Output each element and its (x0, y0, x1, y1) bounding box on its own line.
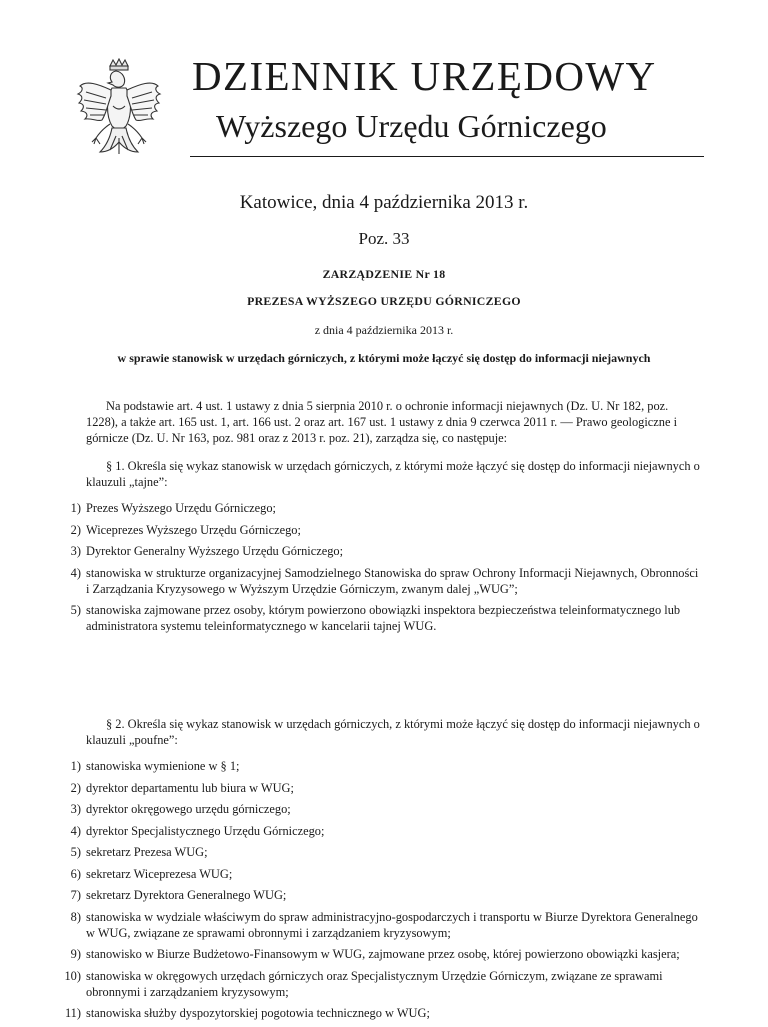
list-item-text: stanowiska w strukturze organizacyjnej Samodzielnego Stanowiska do spraw Ochrony Informacji Niejawnych, Obronności i Zarządzania Kryzysowego w Wyższym Urzędzie Górniczym, zwanym dalej „WUG”; (86, 565, 699, 596)
list-item (58, 522, 700, 538)
list-item-text: Wiceprezes Wyższego Urzędu Górniczego; (86, 522, 301, 537)
list-item-number: 7) (70, 888, 81, 902)
act-issuer: PREZESA WYŻSZEGO URZĘDU GÓRNICZEGO (247, 294, 521, 308)
list-item-text: dyrektor okręgowego urzędu górniczego; (86, 802, 291, 816)
list-item-number: 5) (70, 845, 81, 859)
section-1-list (58, 500, 700, 640)
list-item (58, 866, 700, 882)
list-item-number: 5) (70, 603, 81, 617)
act-date: z dnia 4 października 2013 r. (314, 323, 454, 337)
list-item-number: 9) (70, 947, 81, 961)
list-item-number: 11) (64, 1006, 81, 1020)
journal-title: DZIENNIK URZĘDOWY (192, 53, 657, 99)
list-item (58, 1005, 700, 1021)
list-item-number: 10) (64, 968, 81, 983)
list-item-text: stanowiska zajmowane przez osoby, którym powierzono obowiązki inspektora bezpieczeństwa teleinformatycznego lub administratora systemu teleinformatycznego w kancelarii tajnej WUG. (86, 603, 681, 633)
section-2-list (58, 758, 700, 1027)
section-2-intro: § 2. Określa się wykaz stanowisk w urzędach górniczych, z którymi może łączyć się dostęp do informacji niejawnych o klauzuli „poufne”: (86, 717, 700, 747)
list-item-text: stanowisko w Biurze Budżetowo-Finansowym w WUG, zajmowane przez osobę, której powierzono obowiązki kasjera; (86, 947, 680, 961)
list-item (58, 780, 700, 796)
list-item-text: dyrektor Specjalistycznego Urzędu Górniczego; (86, 823, 325, 838)
act-type: ZARZĄDZENIE Nr 18 (322, 267, 446, 281)
list-item (58, 543, 700, 559)
list-item (58, 909, 700, 941)
list-item-number: 6) (70, 866, 81, 881)
list-item-text: Prezes Wyższego Urzędu Górniczego; (86, 501, 276, 515)
list-item-text: sekretarz Dyrektora Generalnego WUG; (86, 888, 287, 902)
list-item-text: stanowiska w wydziale właściwym do spraw administracyjno-gospodarczych i transportu w Biurze Dyrektora Generalnego w WUG, związane ze sprawami obronnymi i zarządzaniem kryzysowym; (86, 909, 698, 940)
list-item (58, 801, 700, 817)
list-item-number: 4) (70, 823, 81, 838)
list-item-number: 3) (70, 802, 81, 816)
journal-subtitle: Wyższego Urzędu Górniczego (216, 108, 607, 144)
list-item-number: 2) (70, 522, 81, 537)
lead-paragraph: Na podstawie art. 4 ust. 1 ustawy z dnia 5 sierpnia 2010 r. o ochronie informacji niejawnych (Dz. U. Nr 182, poz. 1228), a także art. 165 ust. 1, art. 166 ust. 2 oraz art. 167 ust. 1 ustawy z dnia 9 czerwca 2011 r. — Prawo geologiczne i górnicze (Dz. U. Nr 163, poz. 981 oraz z 2013 r. poz. 21), zarządza się, co następuje: (86, 399, 678, 445)
list-item-text: stanowiska w okręgowych urzędach górniczych oraz Specjalistycznym Urzędzie Górniczym, związane ze sprawami obronnymi i zarządzaniem kryzysowym; (86, 968, 663, 999)
list-item (58, 823, 700, 839)
list-item (58, 946, 700, 962)
header-divider (190, 156, 704, 157)
list-item-text: sekretarz Prezesa WUG; (86, 845, 208, 859)
list-item-number: 4) (70, 565, 81, 580)
position-number: Poz. 33 (358, 229, 410, 248)
dateline: Katowice, dnia 4 października 2013 r. (239, 192, 529, 213)
list-item-number: 2) (70, 780, 81, 795)
list-item-text: sekretarz Wiceprezesa WUG; (86, 866, 233, 881)
list-item (58, 887, 700, 903)
list-item (58, 968, 700, 1000)
list-item-text: Dyrektor Generalny Wyższego Urzędu Górniczego; (86, 544, 344, 558)
list-item-number: 1) (70, 501, 81, 515)
list-item (58, 844, 700, 860)
section-1-intro: § 1. Określa się wykaz stanowisk w urzędach górniczych, z którymi może łączyć się dostęp do informacji niejawnych o klauzuli „tajne”: (86, 459, 700, 489)
list-item (58, 602, 700, 634)
list-item-text: stanowiska wymienione w § 1; (86, 759, 240, 773)
list-item-number: 3) (70, 544, 81, 558)
list-item-text: dyrektor departamentu lub biura w WUG; (86, 780, 294, 795)
list-item (58, 565, 700, 597)
act-subject: w sprawie stanowisk w urzędach górniczych, z którymi może łączyć się dostęp do informacji niejawnych (117, 351, 651, 365)
list-item-number: 1) (70, 759, 81, 773)
list-item-number: 8) (70, 909, 81, 924)
white-eagle-emblem-icon (76, 58, 162, 162)
list-item (58, 500, 700, 516)
list-item (58, 758, 700, 774)
list-item-text: stanowiska służby dyspozytorskiej pogotowia technicznego w WUG; (86, 1006, 430, 1020)
